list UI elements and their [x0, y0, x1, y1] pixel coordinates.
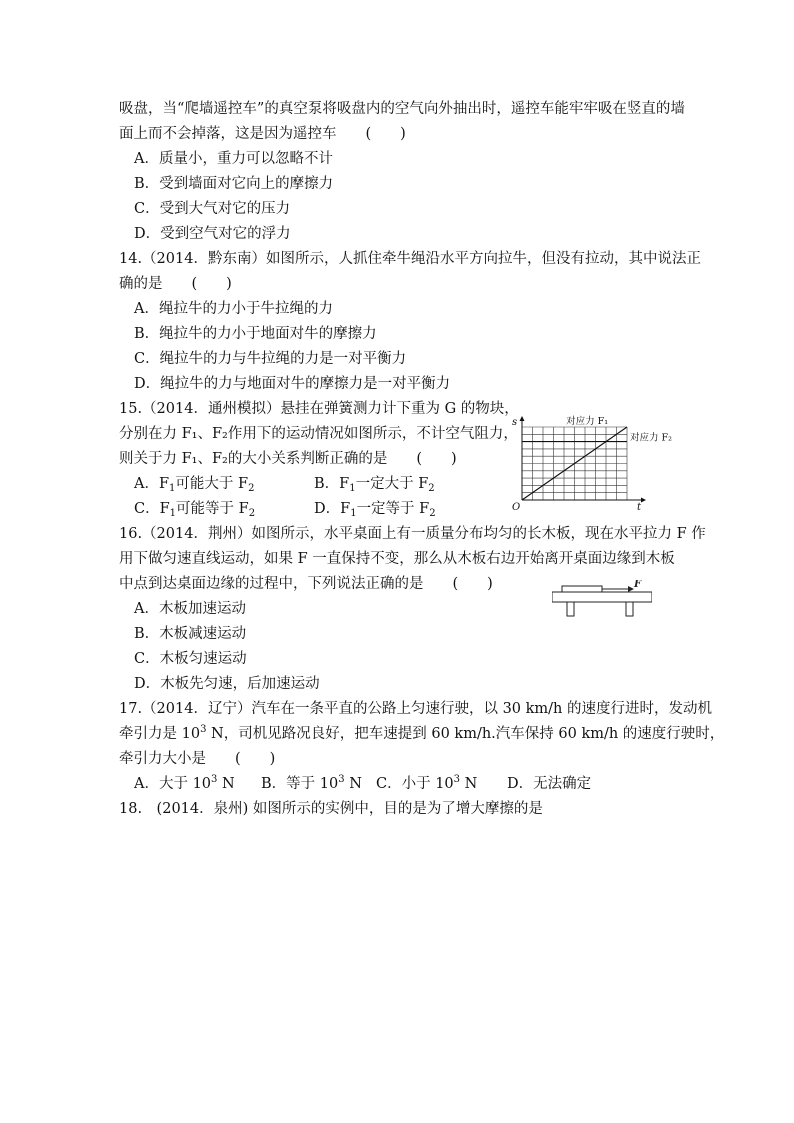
x-axis-label: t	[637, 502, 642, 512]
q15-stem-line2: 分别在力 F₁、F₂作用下的运动情况如图所示，不计空气阻力，	[119, 426, 518, 442]
q13-option-a[interactable]: A．质量小，重力可以忽略不计	[134, 151, 333, 167]
q13-option-d[interactable]: D．受到空气对它的浮力	[134, 226, 291, 242]
q13-option-c[interactable]: C．受到大气对它的压力	[134, 201, 291, 217]
q15-stem-line3: 则关于力 F₁、F₂的大小关系判断正确的是 ( )	[119, 451, 457, 467]
series-label-2: 对应力 F₂	[630, 432, 672, 444]
q15-option-b[interactable]: B．$F_1$一定大于 $F_2$	[314, 476, 435, 494]
q16-option-d[interactable]: D．木板先匀速，后加速运动	[134, 676, 320, 692]
q17-option-b[interactable]: B．等于 $10^3$ N	[261, 774, 362, 792]
q17-stem-line2: 牵引力是 $10^3$ N，司机见路况良好，把车速提到 60 km/h.汽车保持 60 km/h 的速度行驶时，	[119, 724, 725, 742]
q17-options-row	[134, 774, 604, 794]
q15-stem-line1: 15.（2014．通州模拟）悬挂在弹簧测力计下重为 G 的物块，	[119, 401, 519, 417]
q14-stem-line1: 14.（2014．黔东南）如图所示，人抓住牵牛绳沿水平方向拉牛，但没有拉动，其中说法正	[119, 251, 701, 267]
q18-stem-line1: 18. (2014．泉州) 如图所示的实例中，目的是为了增大摩擦的是	[119, 801, 543, 817]
q13-stem-line2: 面上而不会掉落，这是因为遥控车 ( )	[119, 126, 406, 142]
q13-option-b[interactable]: B．受到墙面对它向上的摩擦力	[134, 176, 334, 192]
q15-option-a[interactable]: A．$F_1$可能大于 $F_2$	[134, 476, 255, 494]
table-leg-right	[626, 602, 633, 616]
q17-option-a[interactable]: A．大于 $10^3$ N	[134, 774, 235, 792]
q14-stem-line2: 确的是 ( )	[119, 276, 232, 292]
wooden-board	[562, 586, 602, 592]
board-on-table-figure	[552, 580, 652, 620]
q16-option-a[interactable]: A．木板加速运动	[134, 601, 246, 617]
x-axis-arrowhead	[641, 498, 646, 503]
q17-stem-line3: 牵引力大小是 ( )	[119, 751, 276, 767]
origin-label: O	[512, 502, 521, 512]
table-leg-left	[567, 602, 574, 616]
q15-options-row1	[134, 474, 504, 494]
q14-option-b[interactable]: B．绳拉牛的力小于地面对牛的摩擦力	[134, 326, 377, 342]
q16-stem-line1: 16.（2014．荆州）如图所示，水平桌面上有一质量分布均匀的长木板，现在水平拉力 F 作	[119, 526, 706, 542]
q14-option-d[interactable]: D．绳拉牛的力与地面对牛的摩擦力是一对平衡力	[134, 376, 451, 392]
q17-option-c[interactable]: C．小于 $10^3$ N	[376, 774, 478, 792]
q15-options-row2	[134, 499, 504, 519]
table-top	[552, 592, 652, 602]
q15-option-d[interactable]: D．$F_1$一定等于 $F_2$	[314, 501, 436, 519]
q14-option-c[interactable]: C．绳拉牛的力与牛拉绳的力是一对平衡力	[134, 351, 407, 367]
q14-option-a[interactable]: A．绳拉牛的力小于牛拉绳的力	[134, 301, 333, 317]
q15-option-c[interactable]: C．$F_1$可能等于 $F_2$	[134, 501, 256, 519]
q17-option-d[interactable]: D．无法确定	[507, 776, 592, 792]
series-label-1: 对应力 F₁	[566, 416, 609, 427]
q16-option-c[interactable]: C．木板匀速运动	[134, 651, 247, 667]
y-axis-label: s	[512, 417, 518, 428]
q16-stem-line2: 用下做匀速直线运动，如果 F 一直保持不变，那么从木板右边开始离开桌面边缘到木板	[119, 551, 675, 567]
q13-stem-line1: 吸盘，当“爬墙遥控车”的真空泵将吸盘内的空气向外抽出时，遥控车能牢牢吸在竖直的墙	[119, 101, 685, 117]
q17-stem-line1: 17.（2014．辽宁）汽车在一条平直的公路上匀速行驶，以 30 km/h 的速度行进时，发动机	[119, 701, 712, 717]
q16-stem-line3: 中点到达桌面边缘的过程中，下列说法正确的是 ( )	[119, 576, 493, 592]
q16-option-b[interactable]: B．木板减速运动	[134, 626, 247, 642]
s-t-graph	[508, 412, 688, 512]
force-label: F	[634, 580, 642, 590]
y-axis-arrowhead	[520, 416, 525, 421]
